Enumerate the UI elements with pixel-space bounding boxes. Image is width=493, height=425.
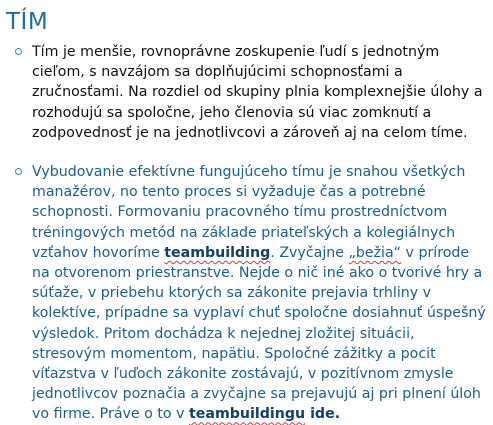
keyword-teambuilding: teambuilding [164, 244, 271, 261]
quoted-word: „bežia“ [348, 244, 402, 261]
hollow-circle-bullet-icon [14, 162, 32, 182]
hollow-circle-bullet-icon [14, 42, 32, 62]
text-segment: v prírode na otvorenom priestranstve. Nejde o nič iné ako o tvorivé hry a súťaže, v priebehu ktorých sa zákonite prejavia trhliny v kolektíve, prípadne sa vyplaví chuť spoločne dosiahnuť úspešný výsledok. Pritom dochádza k nejednej zložitej situácii, stresovým momentom, napätiu. Spoločné zážitky a pocit víťazstva v ľuďoch zákonite zostávajú, v pozitívnom zmysle jednotlivcov poznačia a zvyčajne sa prejavujú aj pri plnení úloh vo firme. Práve o to v [32, 244, 486, 423]
slide-title: TÍM [6, 9, 49, 35]
keyword-teambuildingu: teambuildingu [189, 406, 306, 423]
text-segment: Vybudovanie efektívne fungujúceho tímu je snahou všetkých manažérov, no tento proces si vyžaduje čas a potrebné schopnosti. Formovaniu pracovného tímu prostredníctvom tréningových metód na základe priateľských a kolegiálnych vzťahov hovoríme [32, 164, 466, 261]
bullet-text-definition: Tím je menšie, rovnoprávne zoskupenie ľudí s jednotným cieľom, s navzájom sa doplňujúcimi schopnosťami a zručnosťami. Na rozdiel od skupiny plnia komplexnejšie úlohy a rozhodujú sa spoločne, jeho členovia sú viac zomknutí a zodpovednosť je na jednotlivcovi a zároveň aj na celom tíme. [32, 44, 483, 141]
text-segment: . Zvyčajne [270, 244, 349, 261]
bullet-text-teambuilding [32, 162, 486, 425]
closing-word: ide. [305, 406, 341, 423]
bullet-item-definition [14, 42, 486, 143]
bullet-item-teambuilding [14, 162, 486, 425]
